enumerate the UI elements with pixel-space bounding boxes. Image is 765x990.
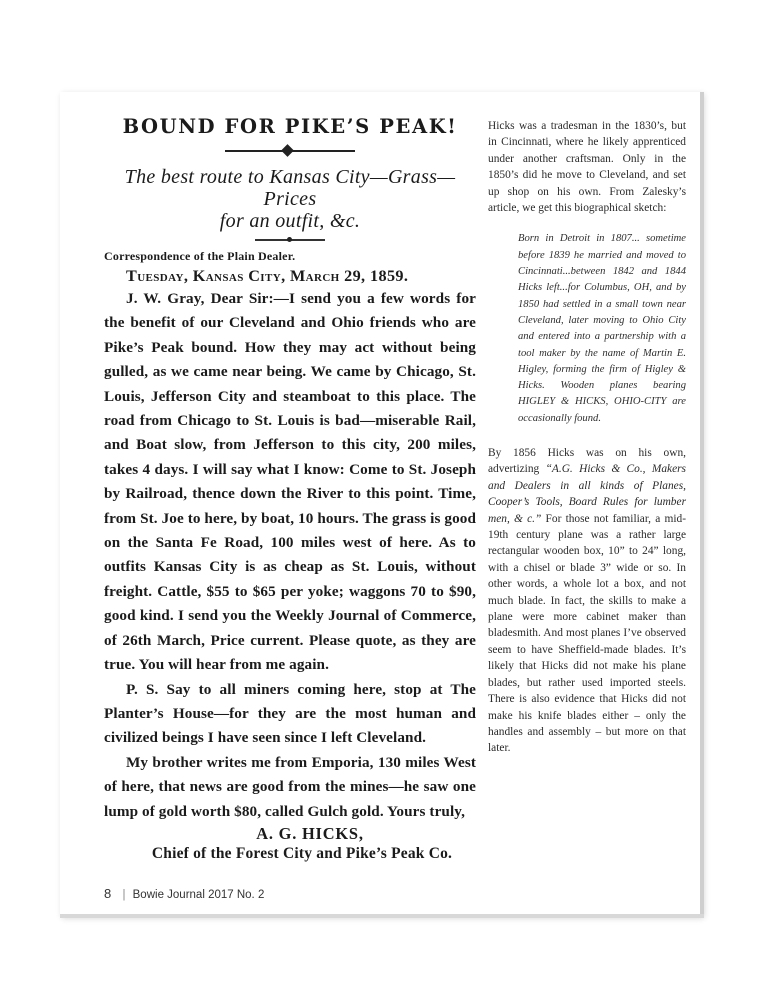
article-paragraph-1: Hicks was a tradesman in the 1830’s, but in Cincinnati, where he likely apprenticed under another craftsman. Only in the 1850’s did he move to Cleveland, and set up shop on his own. From Zalesky’s article, we get this biographical sketch: (488, 120, 686, 215)
dateline: Tuesday, Kansas City, March 29, 1859. (126, 267, 409, 285)
letter-postscript: P. S. Say to all miners coming here, stop at The Planter’s House—for they are the most human and civilized beings I have seen since I left Cleveland. (104, 680, 476, 747)
article-paragraph-2 (488, 445, 686, 757)
ornamental-rule (225, 144, 355, 158)
footer-separator: | (122, 889, 126, 901)
page-footer (104, 886, 264, 901)
page-number: 8 (104, 886, 112, 901)
subhead-line-1: The best route to Kansas City—Grass—Prices (124, 166, 456, 210)
para2-rest: For those not familiar, a mid-19th century plane was a rather large rectangular wooden box, 10” to 24” long, with a chisel or blade 3” wide or so. In other words, a whole lot a box, and not much blade. In fact, the skills to make a plane were more cabinet maker than bladesmith. And most planes I’ve observed seem to have Sheffield-made blades. It’s likely that Hicks did not make his plane blades, but rather used imported steels. There is also evidence that Hicks did not make his knife blades either – only the handles and assembly – but more on that later. (488, 512, 686, 755)
letter-brother-paragraph: My brother writes me from Emporia, 130 miles West of here, that news are good from the mines—he saw one lump of gold worth $80, called Gulch gold. Yours truly, (104, 753, 476, 820)
para2-intro: By 1856 Hicks was on his own, advertizing (488, 447, 686, 476)
ornamental-rule-small (255, 235, 325, 245)
page-shadow (700, 92, 704, 918)
clipping-headline: BOUND FOR PIKE’S PEAK! (122, 115, 458, 138)
signature-title: Chief of the Forest City and Pike’s Peak Co. (151, 844, 453, 862)
page-shadow-bottom (60, 914, 704, 918)
journal-title: Bowie Journal 2017 No. 2 (132, 889, 265, 901)
correspondence-line: Correspondence of the Plain Dealer. (104, 249, 296, 263)
letter-signature: A. G. HICKS, (256, 823, 364, 843)
article-column (488, 118, 686, 757)
letter-body: J. W. Gray, Dear Sir:—I send you a few words for the benefit of our Cleveland and Ohio friends who are Pike’s Peak bound. How they may act without being gulled, as we came near being. We came by Chicago, St. Louis, Jefferson City and steamboat to this place. The road from Chicago to St. Louis is bad—miserable Rail, and Boat slow, from Jefferson to this city, 200 miles, takes 4 days. I will say what I know: Come to St. Joseph by Railroad, thence down the River to this point. Time, from St. Joe to here, by boat, 10 hours. The grass is good on the Santa Fe Road, 100 miles west of here. As to outfits Kansas City is as cheap as St. Louis, without freight. Cattle, $55 to $65 per yoke; waggons 70 to $90, good kind. I send you the Weekly Journal of Commerce, of 26th March, Price current. Please quote, as they are true. You will hear from me again. (104, 290, 477, 674)
newspaper-clipping (104, 115, 476, 863)
block-quote: Born in Detroit in 1807... sometime before 1839 he married and moved to Cincinnati...between 1842 and 1844 Hicks left...for Columbus, OH, and by 1850 had settled in a small town near Cleveland, later moving to Ohio City and entered into a partnership with a tool maker by the name of Martin E. Higley, forming the firm of Higley & Hicks. Wooden planes bearing HIGLEY & HICKS, OHIO-CITY are occasionally found. (518, 233, 686, 424)
advertisement-quote: “A.G. Hicks & Co., Makers and Dealers in all kinds of Planes, Cooper’s Tools, Board Rules for lumber men, & c.” (488, 463, 686, 525)
clipping-subhead (104, 166, 476, 232)
subhead-line-2: for an outfit, &c. (219, 210, 361, 232)
